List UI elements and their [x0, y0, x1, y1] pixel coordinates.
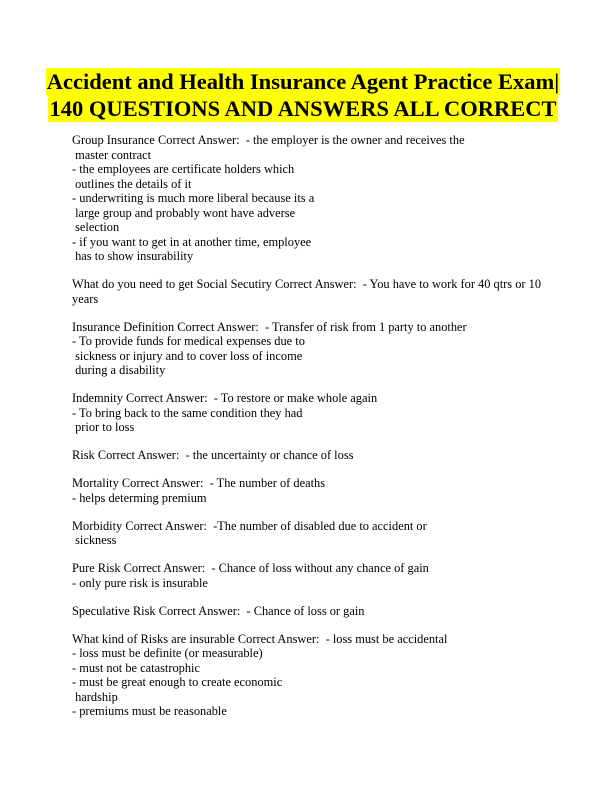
qa-line: Pure Risk Correct Answer: - Chance of loss without any chance of gain: [72, 561, 429, 575]
title-line: 140 QUESTIONS AND ANSWERS ALL CORRECT: [49, 96, 557, 121]
qa-line: - only pure risk is insurable: [72, 575, 208, 590]
qa-block: [72, 519, 542, 548]
qa-line: Mortality Correct Answer: - The number of deaths: [72, 476, 326, 490]
qa-line: outlines the details of it: [72, 176, 192, 191]
qa-line: Risk Correct Answer: - the uncertainty or chance of loss: [72, 448, 354, 462]
qa-line: - helps determing premium: [72, 490, 207, 505]
qa-line: - To bring back to the same condition they had: [72, 405, 303, 420]
qa-line: Indemnity Correct Answer: - To restore or make whole again: [72, 391, 378, 405]
qa-line: Group Insurance Correct Answer: - the employer is the owner and receives the: [72, 133, 465, 147]
qa-block: [72, 476, 542, 505]
qa-block: [72, 277, 542, 306]
qa-line: sickness: [72, 533, 117, 547]
qa-line: master contract: [72, 147, 152, 162]
qa-line: Morbidity Correct Answer: -The number of disabled due to accident or: [72, 518, 427, 533]
qa-block: [72, 561, 542, 590]
qa-line: - premiums must be reasonable: [72, 704, 227, 718]
qa-block: [72, 391, 542, 435]
qa-line: - underwriting is much more liberal because its a: [72, 191, 315, 205]
qa-line: sickness or injury and to cover loss of income: [72, 348, 303, 363]
qa-block: [72, 320, 542, 378]
qa-line: selection: [72, 220, 120, 234]
qa-line: - To provide funds for medical expenses due to: [72, 334, 305, 348]
title-line: Accident and Health Insurance Agent Practice Exam|: [46, 69, 560, 94]
qa-content: [72, 133, 542, 732]
qa-line: has to show insurability: [72, 249, 194, 263]
qa-line: What kind of Risks are insurable Correct Answer: - loss must be accidental: [72, 631, 448, 646]
qa-line: - loss must be definite (or measurable): [72, 646, 263, 660]
qa-line: Speculative Risk Correct Answer: - Chance of loss or gain: [72, 603, 365, 618]
qa-line: Insurance Definition Correct Answer: - Transfer of risk from 1 party to another: [72, 319, 467, 334]
qa-line: hardship: [72, 689, 118, 704]
qa-line: - must be great enough to create economic: [72, 675, 283, 689]
qa-block: [72, 604, 542, 619]
qa-line: large group and probably wont have adverse: [72, 205, 296, 220]
document-title: [0, 68, 606, 122]
qa-block: [72, 448, 542, 463]
qa-line: - if you want to get in at another time, employee: [72, 234, 312, 249]
qa-line: What do you need to get Social Secutiry Correct Answer: - You have to work for 40 qtrs or 10: [72, 277, 542, 291]
qa-block: [72, 133, 542, 264]
qa-line: - the employees are certificate holders which: [72, 162, 295, 176]
qa-line: during a disability: [72, 363, 166, 377]
qa-line: years: [72, 291, 99, 306]
qa-line: prior to loss: [72, 420, 135, 434]
qa-line: - must not be catastrophic: [72, 660, 201, 675]
qa-block: [72, 632, 542, 719]
